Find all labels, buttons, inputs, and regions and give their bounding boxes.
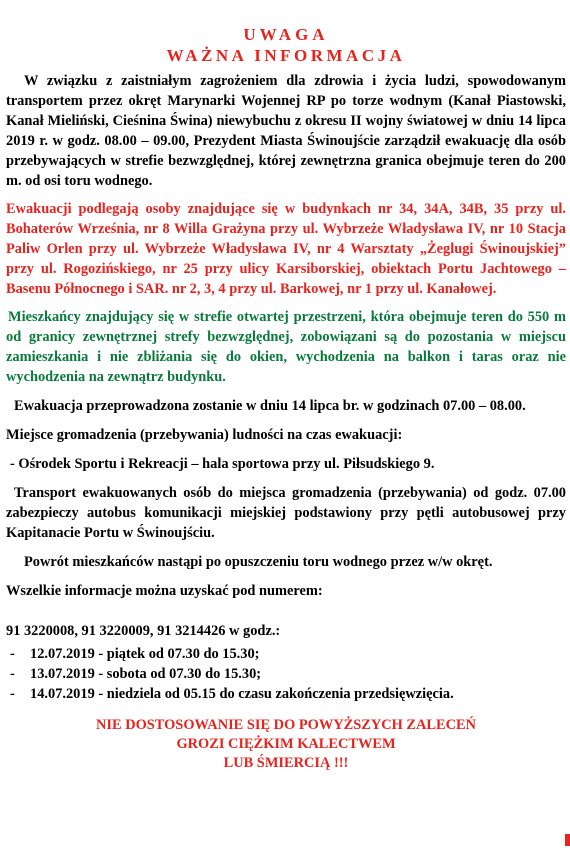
phone-numbers: 91 3220008, 91 3220009, 91 3214426 w godz.: — [6, 623, 281, 639]
list-item: - 13.07.2019 - sobota od 07.30 do 15.30; — [6, 664, 566, 684]
warning-line-1: NIE DOSTOSOWANIE SIĘ DO POWYŻSZYCH ZALECEŃ — [96, 717, 476, 733]
hours-list — [6, 644, 566, 704]
warning-line-2: GROZI CIĘŻKIM KALECTWEM — [176, 736, 396, 752]
open-zone-paragraph: Mieszkańcy znajdujący się w strefie otwartej przestrzeni, która obejmuje teren do 550 m od granicy zewnętrznej strefy bezwzględnej, zobowiązani są do pozostania w miejscu zamieszkania i nie zbliżania się do okien, wychodzenia na balkon i taras oraz nie wychodzenia na zewnątrz budynku. — [6, 309, 566, 385]
evacuation-scope-paragraph: Ewakuacji podlegają osoby znajdujące się w budynkach nr 34, 34A, 34B, 35 przy ul. Bohaterów Września, nr 8 Willa Grażyna przy ul. Wybrzeże Władysława IV, nr 10 Stacja Paliw Orlen przy ul. Wybrzeże Władysława IV, nr 4 Warsztaty „Żeglugi Świnoujskiej” przy ul. Rogozińskiego, nr 25 przy ulicy Karsiborskiej, obiektach Portu Jachtowego – Basenu Północnego i SAR. nr 2, 3, 4 przy ul. Barkowej, nr 1 przy ul. Kanałowej. — [6, 201, 566, 297]
transport-paragraph: Transport ewakuowanych osób do miejsca gromadzenia (przebywania) od godz. 07.00 zabezpieczy autobus komunikacji miejskiej podstawiony przy pętli autobusowej przy Kapitanacie Portu w Świnoujściu. — [6, 485, 566, 541]
notice-title: UWAGA — [243, 25, 329, 44]
info-line: Wszelkie informacje można uzyskać pod numerem: — [6, 583, 323, 599]
warning-line-3: LUB ŚMIERCIĄ !!! — [223, 755, 349, 771]
corner-mark — [565, 834, 570, 846]
evacuation-time-paragraph: Ewakuacja przeprowadzona zostanie w dniu 14 lipca br. w godzinach 07.00 – 08.00. — [14, 398, 526, 414]
notice-subtitle: WAŻNA INFORMACJA — [166, 46, 406, 65]
list-item: - 12.07.2019 - piątek od 07.30 do 15.30; — [6, 644, 566, 664]
intro-paragraph: W związku z zaistniałym zagrożeniem dla zdrowia i życia ludzi, spowodowanym transportem przez okręt Marynarki Wojennej RP po torze wodnym (Kanał Piastowski, Kanał Mieliński, Cieśnina Świna) niewybuchu z okresu II wojny światowej w dniu 14 lipca 2019 r. w godz. 08.00 – 09.00, Prezydent Miasta Świnoujście zarządził ewakuację dla osób przebywających w strefie bezwzględnej, której zewnętrzna granica obejmuje teren do 200 m. od osi toru wodnego. — [6, 73, 566, 189]
list-item: - 14.07.2019 - niedziela od 05.15 do czasu zakończenia przedsięwzięcia. — [6, 684, 566, 704]
gathering-place: - Ośrodek Sportu i Rekreacji – hala sportowa przy ul. Piłsudskiego 9. — [10, 456, 435, 472]
gathering-heading: Miejsce gromadzenia (przebywania) ludności na czas ewakuacji: — [6, 427, 403, 443]
return-paragraph: Powrót mieszkańców nastąpi po opuszczeniu toru wodnego przez w/w okręt. — [24, 554, 493, 570]
